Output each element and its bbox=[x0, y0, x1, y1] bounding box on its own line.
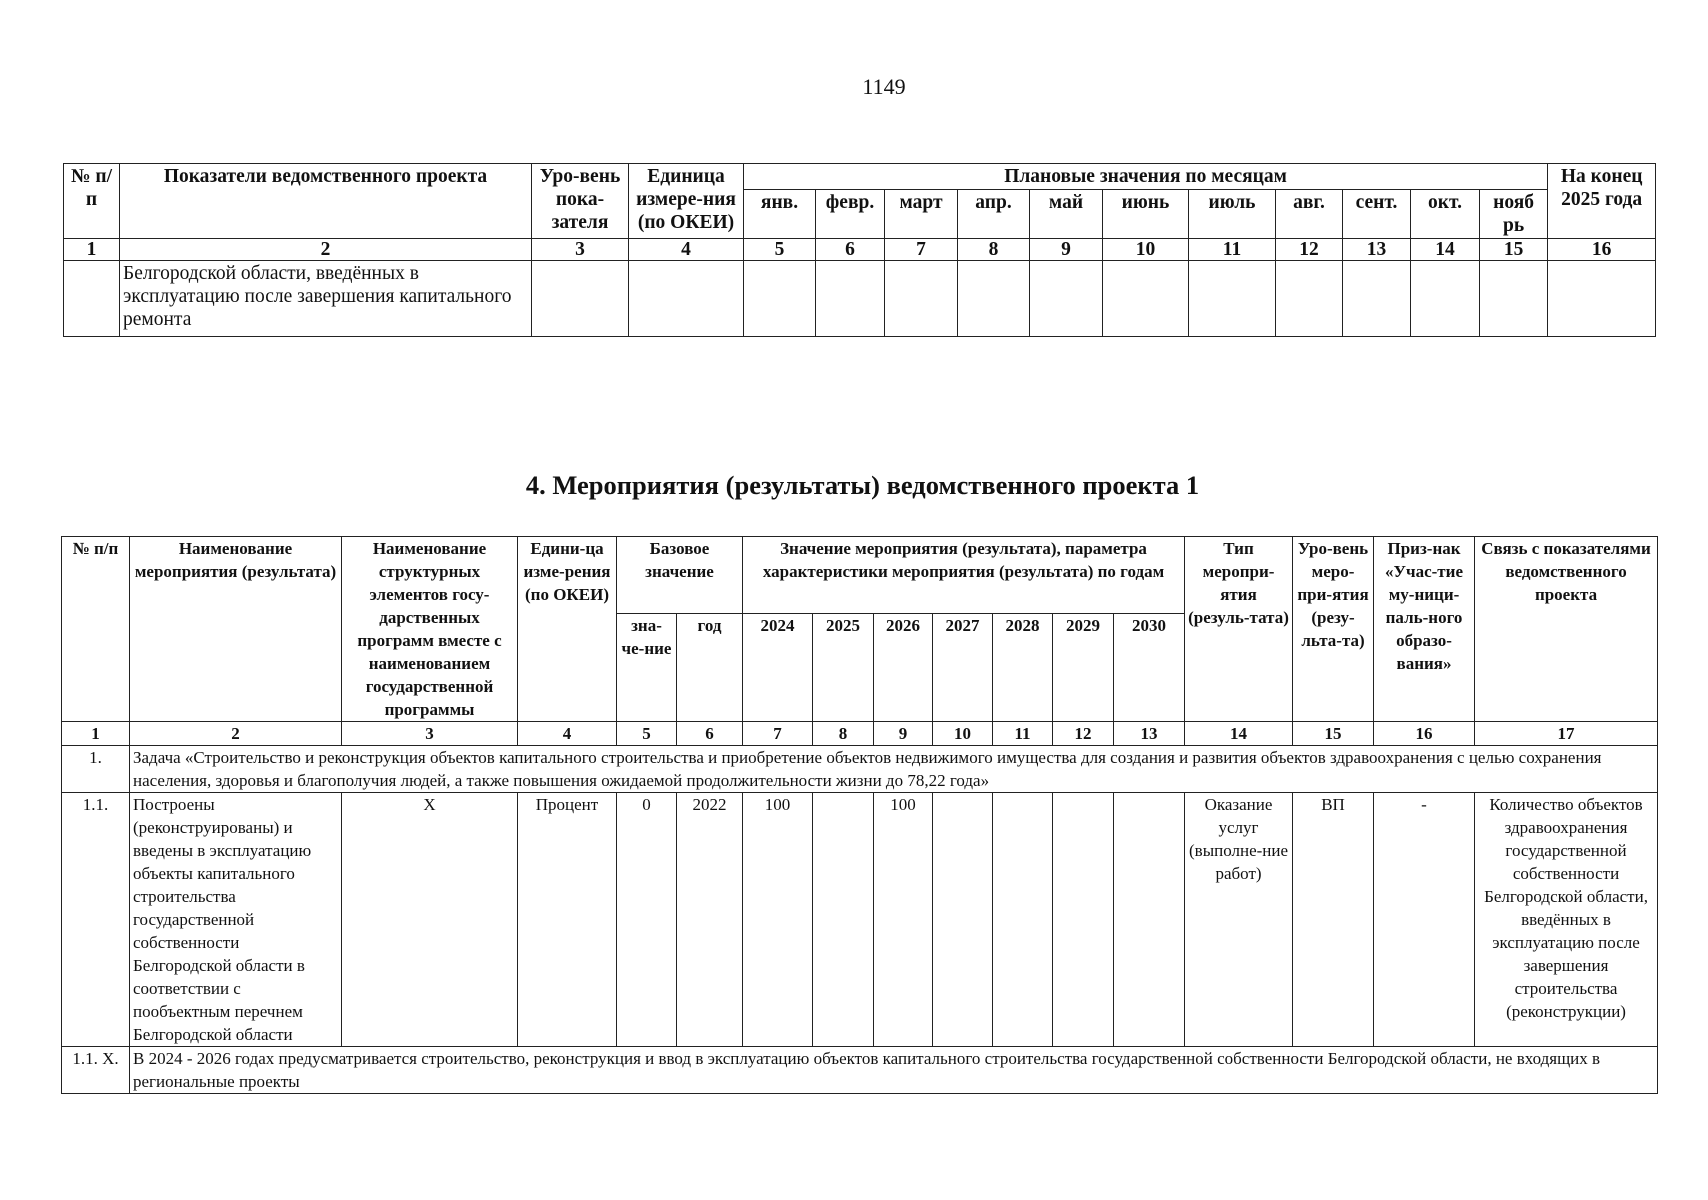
header-year: 2030 bbox=[1114, 614, 1185, 722]
value-2029 bbox=[1053, 793, 1114, 1047]
header-sign: Приз-нак «Учас-тие му-ници-паль-ного образо-вания» bbox=[1374, 537, 1475, 722]
header-year: 2029 bbox=[1053, 614, 1114, 722]
task-num: 1. bbox=[62, 746, 130, 793]
header-month: янв. bbox=[744, 190, 816, 239]
header-indicator: Показатели ведомственного проекта bbox=[120, 164, 532, 239]
col-number: 1 bbox=[62, 722, 130, 746]
header-struct: Наименование структурных элементов госу-дарственных программ вместе с наименованием государственной программы bbox=[342, 537, 518, 722]
header-year: 2028 bbox=[993, 614, 1053, 722]
col-number: 9 bbox=[874, 722, 933, 746]
value-2030 bbox=[1114, 793, 1185, 1047]
header-type: Тип меропри-ятия (резуль-тата) bbox=[1185, 537, 1293, 722]
header-year: 2024 bbox=[743, 614, 813, 722]
struct-value: X bbox=[342, 793, 518, 1047]
col-number: 16 bbox=[1548, 239, 1656, 261]
base-year: 2022 bbox=[677, 793, 743, 1047]
col-number: 11 bbox=[1189, 239, 1276, 261]
col-number: 14 bbox=[1185, 722, 1293, 746]
sign-value: - bbox=[1374, 793, 1475, 1047]
col-number: 6 bbox=[816, 239, 885, 261]
base-value: 0 bbox=[617, 793, 677, 1047]
header-base-value: зна-че-ние bbox=[617, 614, 677, 722]
header-month: май bbox=[1030, 190, 1103, 239]
col-number: 1 bbox=[64, 239, 120, 261]
header-values: Значение мероприятия (результата), параметра характеристики мероприятия (результата) по годам bbox=[743, 537, 1185, 614]
header-month: июль bbox=[1189, 190, 1276, 239]
header-year: 2027 bbox=[933, 614, 993, 722]
col-number: 9 bbox=[1030, 239, 1103, 261]
col-number: 8 bbox=[813, 722, 874, 746]
header-name: Наименование мероприятия (результата) bbox=[130, 537, 342, 722]
col-number: 4 bbox=[518, 722, 617, 746]
page-number: 1149 bbox=[862, 74, 906, 99]
header-month: окт. bbox=[1411, 190, 1480, 239]
indicator-name: Белгородской области, введённых в эксплуатацию после завершения капитального ремонта bbox=[120, 261, 532, 337]
value-2026: 100 bbox=[874, 793, 933, 1047]
value-2028 bbox=[993, 793, 1053, 1047]
col-number: 12 bbox=[1276, 239, 1343, 261]
header-num: № п/п bbox=[64, 164, 120, 239]
row-num: 1.1. bbox=[62, 793, 130, 1047]
note-text: В 2024 - 2026 годах предусматривается строительство, реконструкция и ввод в эксплуатацию объектов капитального строительства государственной собственности Белгородской области, не входящих в региональные проекты bbox=[130, 1047, 1658, 1094]
header-month: июнь bbox=[1103, 190, 1189, 239]
column-numbers-row bbox=[62, 722, 1658, 746]
activity-name: Построены (реконструированы) и введены в эксплуатацию объекты капитального строительства государственной собственности Белгородской области в соответствии с пообъектным перечнем Белгородской области bbox=[130, 793, 342, 1047]
header-month: авг. bbox=[1276, 190, 1343, 239]
value-2024: 100 bbox=[743, 793, 813, 1047]
level-value: ВП bbox=[1293, 793, 1374, 1047]
col-number: 11 bbox=[993, 722, 1053, 746]
indicators-monthly-table bbox=[63, 163, 1656, 337]
header-month: февр. bbox=[816, 190, 885, 239]
col-number: 4 bbox=[629, 239, 744, 261]
column-numbers-row bbox=[64, 239, 1656, 261]
col-number: 5 bbox=[617, 722, 677, 746]
unit-value: Процент bbox=[518, 793, 617, 1047]
col-number: 15 bbox=[1480, 239, 1548, 261]
header-month: нояб рь bbox=[1480, 190, 1548, 239]
col-number: 16 bbox=[1374, 722, 1475, 746]
section-title: 4. Мероприятия (результаты) ведомственного проекта 1 bbox=[525, 470, 1200, 500]
note-num: 1.1. X. bbox=[62, 1047, 130, 1094]
col-number: 7 bbox=[743, 722, 813, 746]
type-value: Оказание услуг (выполне-ние работ) bbox=[1185, 793, 1293, 1047]
table-row bbox=[64, 261, 1656, 337]
header-link: Связь с показателями ведомственного проекта bbox=[1475, 537, 1658, 722]
link-value: Количество объектов здравоохранения государственной собственности Белгородской области, введённых в эксплуатацию после завершения строительства (реконструкции) bbox=[1475, 793, 1658, 1047]
header-base: Базовое значение bbox=[617, 537, 743, 614]
header-num: № п/п bbox=[62, 537, 130, 722]
col-number: 12 bbox=[1053, 722, 1114, 746]
col-number: 10 bbox=[1103, 239, 1189, 261]
value-2025 bbox=[813, 793, 874, 1047]
col-number: 3 bbox=[342, 722, 518, 746]
header-level: Уро-вень пока-зателя bbox=[532, 164, 629, 239]
col-number: 13 bbox=[1343, 239, 1411, 261]
activities-table bbox=[61, 536, 1658, 1094]
header-month: апр. bbox=[958, 190, 1030, 239]
header-base-year: год bbox=[677, 614, 743, 722]
value-2027 bbox=[933, 793, 993, 1047]
task-row bbox=[62, 746, 1658, 793]
header-year: 2026 bbox=[874, 614, 933, 722]
col-number: 7 bbox=[885, 239, 958, 261]
col-number: 10 bbox=[933, 722, 993, 746]
header-month: март bbox=[885, 190, 958, 239]
col-number: 8 bbox=[958, 239, 1030, 261]
header-level: Уро-вень меро-при-ятия (резу-льта-та) bbox=[1293, 537, 1374, 722]
col-number: 14 bbox=[1411, 239, 1480, 261]
col-number: 3 bbox=[532, 239, 629, 261]
header-unit: Единица измере-ния (по ОКЕИ) bbox=[629, 164, 744, 239]
col-number: 5 bbox=[744, 239, 816, 261]
header-unit: Едини-ца изме-рения (по ОКЕИ) bbox=[518, 537, 617, 722]
header-month: сент. bbox=[1343, 190, 1411, 239]
table-row bbox=[62, 793, 1658, 1047]
note-row bbox=[62, 1047, 1658, 1094]
col-number: 2 bbox=[130, 722, 342, 746]
task-text: Задача «Строительство и реконструкция объектов капитального строительства и приобретение объектов недвижимого имущества для создания и развития объектов здравоохранения с целью сохранения населения, здоровья и благополучия людей, а также повышения ожидаемой продолжительности жизни до 78,22 года» bbox=[130, 746, 1658, 793]
col-number: 13 bbox=[1114, 722, 1185, 746]
col-number: 17 bbox=[1475, 722, 1658, 746]
col-number: 15 bbox=[1293, 722, 1374, 746]
header-end: На конец 2025 года bbox=[1548, 164, 1656, 239]
header-year: 2025 bbox=[813, 614, 874, 722]
col-number: 2 bbox=[120, 239, 532, 261]
header-plan: Плановые значения по месяцам bbox=[744, 164, 1548, 190]
col-number: 6 bbox=[677, 722, 743, 746]
